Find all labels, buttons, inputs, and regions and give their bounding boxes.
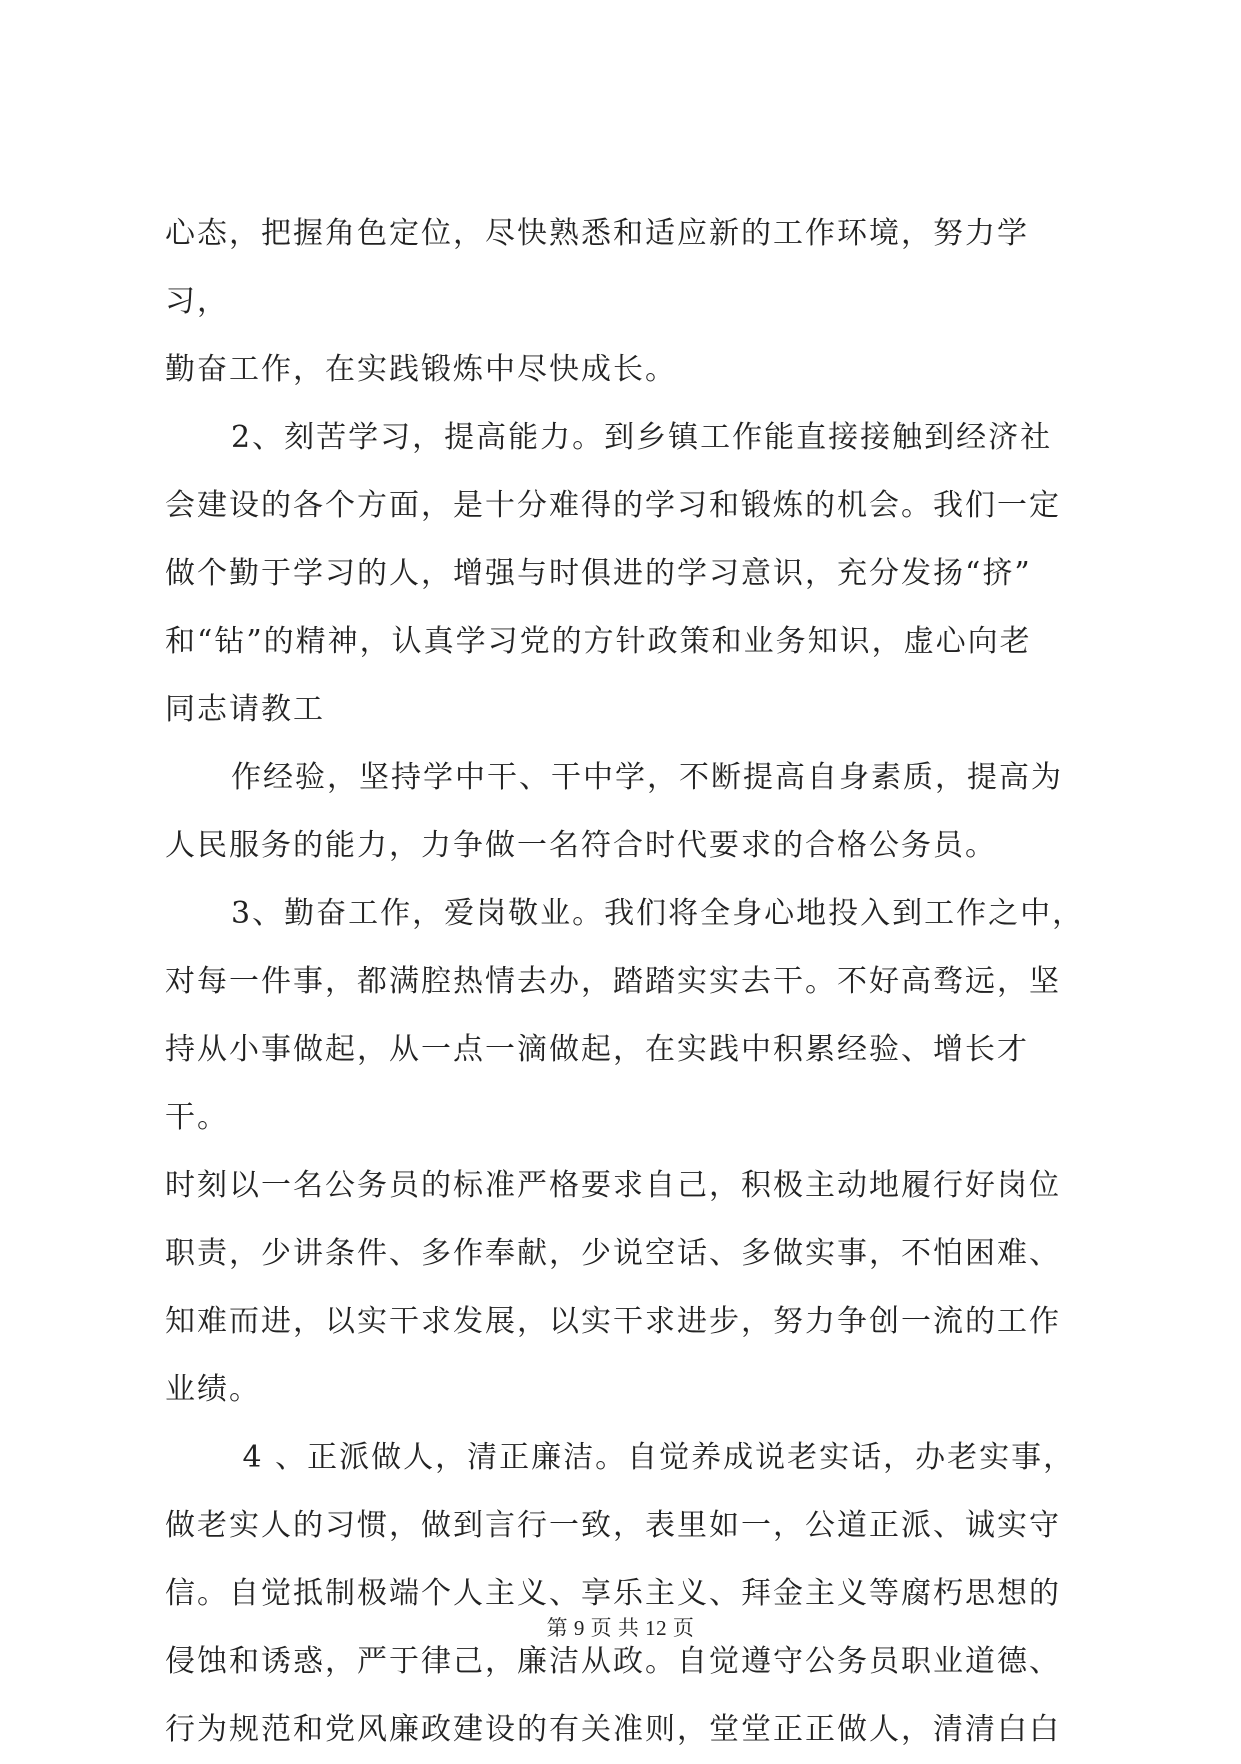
text-line: 3、勤奋工作，爱岗敬业。我们将全身心地投入到工作之中，	[231, 896, 1085, 931]
text-line: 勤奋工作，在实践锻炼中尽快成长。	[165, 352, 677, 387]
paragraph-3	[165, 744, 1085, 880]
text-line: 职责，少讲条件、多作奉献，少说空话、多做实事，不怕困难、	[165, 1236, 1061, 1271]
text-line: 作经验，坚持学中干、干中学，不断提高自身素质，提高为	[231, 760, 1063, 795]
text-line: 行为规范和党风廉政建设的有关准则，堂堂正正做人，清清白白	[165, 1712, 1061, 1747]
text-line: 做老实人的习惯，做到言行一致，表里如一，公道正派、诚实守	[165, 1508, 1061, 1543]
text-line: 会建设的各个方面，是十分难得的学习和锻炼的机会。我们一定	[165, 488, 1061, 523]
text-line: 和“钻”的精神，认真学习党的方针政策和业务知识，虚心向老	[165, 624, 1032, 659]
text-line: 持从小事做起，从一点一滴做起，在实践中积累经验、增长才干。	[165, 1032, 1029, 1135]
text-line: 对每一件事，都满腔热情去办，踏踏实实去干。不好高骛远，坚	[165, 964, 1061, 999]
text-line: 4 、正派做人，清正廉洁。自觉养成说老实话，办老实事，	[231, 1440, 1076, 1475]
text-line: 时刻以一名公务员的标准严格要求自己，积极主动地履行好岗位	[165, 1168, 1061, 1203]
text-line: 业绩。	[165, 1372, 261, 1407]
paragraph-4	[165, 880, 1085, 1424]
paragraph-1	[165, 200, 1085, 404]
page-number-footer: 第 9 页 共 12 页	[546, 1616, 695, 1640]
paragraph-5	[165, 1424, 1085, 1764]
text-line: 侵蚀和诱惑，严于律己，廉洁从政。自觉遵守公务员职业道德、	[165, 1644, 1061, 1679]
text-line: 人民服务的能力，力争做一名符合时代要求的合格公务员。	[165, 828, 997, 863]
paragraph-2	[165, 404, 1085, 744]
text-line: 知难而进，以实干求发展，以实干求进步，努力争创一流的工作	[165, 1304, 1061, 1339]
text-line: 信。自觉抵制极端个人主义、享乐主义、拜金主义等腐朽思想的	[165, 1576, 1061, 1611]
text-line: 同志请教工	[165, 692, 325, 727]
text-line: 做个勤于学习的人，增强与时俱进的学习意识，充分发扬“挤”	[165, 556, 1032, 591]
text-line: 2、刻苦学习，提高能力。到乡镇工作能直接接触到经济社	[231, 420, 1053, 455]
document-body	[165, 200, 1085, 1764]
text-line: 心态，把握角色定位，尽快熟悉和适应新的工作环境，努力学习，	[165, 216, 1029, 319]
